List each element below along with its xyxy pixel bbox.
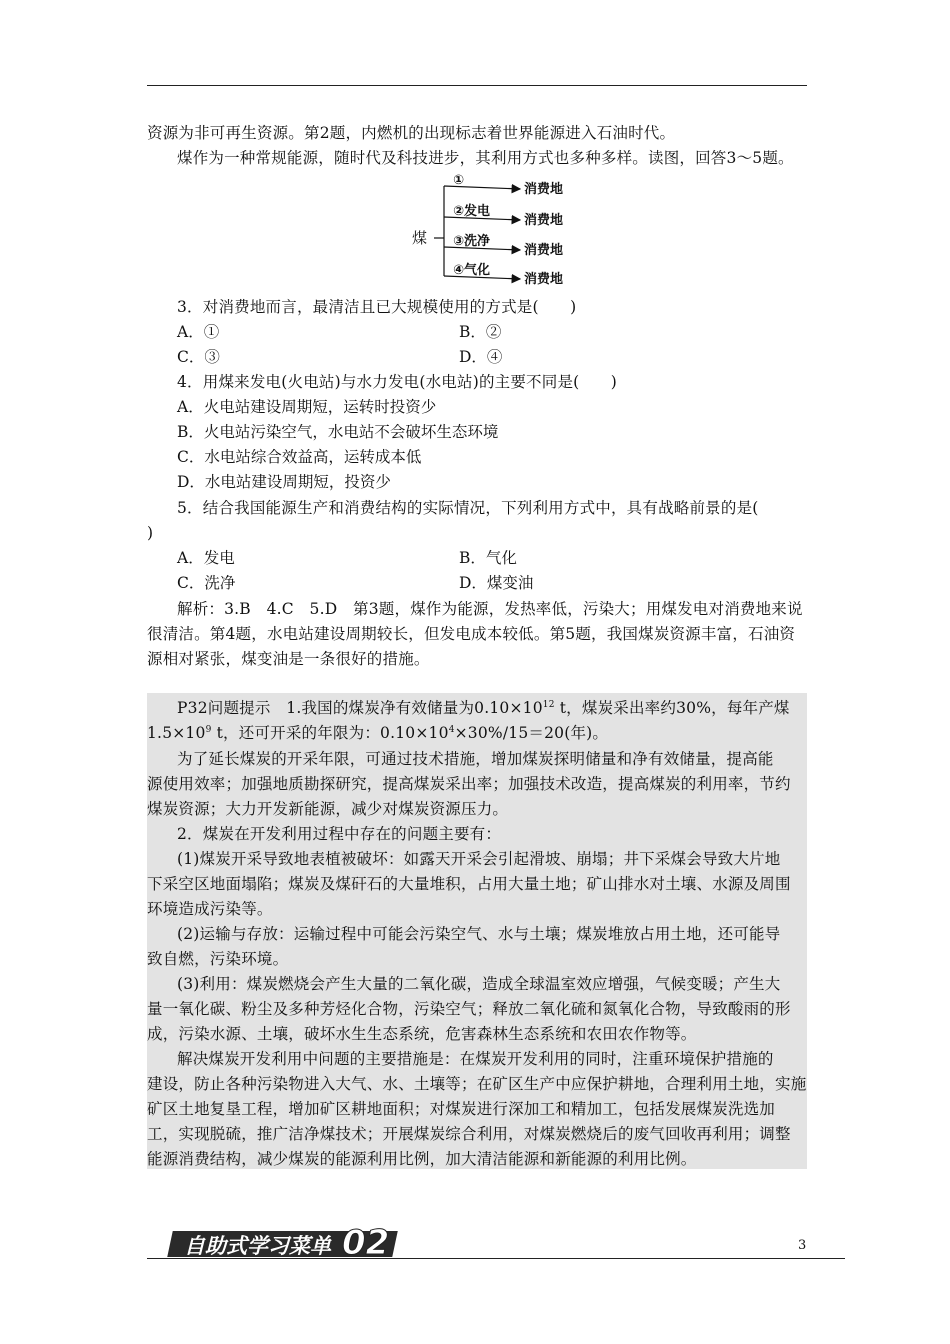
- question-5-option-d: D．煤变油: [459, 574, 534, 592]
- question-4-option-c: C．水电站综合效益高，运转成本低: [177, 448, 422, 466]
- header-rule: [147, 85, 807, 86]
- hint-paragraph-line: 工，实现脱硫，推广洁净煤技术；开展煤炭综合利用，对煤炭燃烧后的废气回收再利用；调整: [147, 1125, 791, 1143]
- question-4-option-d: D．水电站建设周期短，投资少: [177, 473, 391, 491]
- hint-text: t，还可开采的年限为：0.10×10: [211, 724, 449, 742]
- diagram-target-1: 消费地: [524, 182, 564, 197]
- footer-rule: [147, 1258, 845, 1259]
- question-3-option-b: B．②: [459, 323, 502, 341]
- question-3-option-c: C．③: [177, 348, 220, 366]
- hint-text: P32问题提示 1.我国的煤炭净有效储量为0.10×10: [177, 699, 543, 717]
- analysis-line: 解析：3.B 4.C 5.D 第3题，煤作为能源，发热率低，污染大；用煤发电对消费地来说: [177, 600, 803, 618]
- hint-line-1: [177, 697, 790, 719]
- analysis-line: 源相对紧张，煤变油是一条很好的措施。: [147, 650, 430, 668]
- question-3-stem: 3．对消费地而言，最清洁且已大规模使用的方式是( ): [177, 298, 577, 316]
- question-4-option-a: A．火电站建设周期短，运转时投资少: [177, 398, 437, 416]
- hint-paragraph-line: 2．煤炭在开发利用过程中存在的问题主要有：: [177, 825, 502, 843]
- banner-title: 自助式学习菜单: [184, 1234, 331, 1258]
- question-3-option-d: D．④: [459, 348, 503, 366]
- hint-paragraph-line: 为了延长煤炭的开采年限，可通过技术措施，增加煤炭探明储量和净有效储量，提高能: [177, 750, 774, 768]
- hint-exponent: 12: [542, 699, 555, 710]
- banner-number: 02: [342, 1223, 390, 1263]
- diagram-target-2: 消费地: [524, 213, 564, 228]
- hint-paragraph-line: 解决煤炭开发利用中问题的主要措施是：在煤炭开发利用的同时，注重环境保护措施的: [177, 1050, 774, 1068]
- question-5-stem-end: ): [147, 524, 154, 542]
- page-number: 3: [798, 1238, 807, 1253]
- hint-paragraph-line: 成，污染水源、土壤，破坏水生生态系统，危害森林生态系统和农田农作物等。: [147, 1025, 697, 1043]
- coal-usage-diagram: [410, 172, 580, 294]
- hint-paragraph-line: 环境造成污染等。: [147, 900, 273, 918]
- question-4-option-b: B．火电站污染空气，水电站不会破坏生态环境: [177, 423, 499, 441]
- question-3-option-a: A．①: [177, 323, 220, 341]
- hint-paragraph-line: 建设，防止各种污染物进入大气、水、土壤等；在矿区生产中应保护耕地，合理利用土地，实施: [147, 1075, 807, 1093]
- hint-line-2: [147, 722, 608, 744]
- hint-exponent: 9: [205, 724, 212, 735]
- diagram-source-coal: 煤: [412, 229, 428, 247]
- lead-in: 煤作为一种常规能源，随时代及科技进步，其利用方式也多种多样。读图，回答3～5题。: [177, 149, 794, 167]
- question-5-option-a: A．发电: [177, 549, 235, 567]
- diagram-target-3: 消费地: [524, 243, 564, 258]
- hint-paragraph-line: (3)利用：煤炭燃烧会产生大量的二氧化碳，造成全球温室效应增强，气候变暖；产生大: [177, 975, 781, 993]
- hint-text: 1.5×10: [147, 724, 206, 742]
- diagram-branch-1: ①: [453, 173, 465, 188]
- hint-paragraph-line: 下采空区地面塌陷；煤炭及煤矸石的大量堆积，占用大量土地；矿山排水对土壤、水源及周围: [147, 875, 791, 893]
- hint-paragraph-line: (1)煤炭开采导致地表植被破坏：如露天开采会引起滑坡、崩塌；井下采煤会导致大片地: [177, 850, 781, 868]
- hint-paragraph-line: 能源消费结构，减少煤炭的能源利用比例，加大清洁能源和新能源的利用比例。: [147, 1150, 697, 1168]
- question-5-option-c: C．洗净: [177, 574, 236, 592]
- hint-text: t，煤炭采出率约30%，每年产煤: [554, 699, 790, 717]
- hint-paragraph-line: 煤炭资源；大力开发新能源，减少对煤炭资源压力。: [147, 800, 509, 818]
- question-5-stem: 5．结合我国能源生产和消费结构的实际情况，下列利用方式中，具有战略前景的是(: [177, 499, 759, 517]
- hint-paragraph-line: 矿区土地复垦工程，增加矿区耕地面积；对煤炭进行深加工和精加工，包括发展煤炭洗选加: [147, 1100, 776, 1118]
- analysis-line: 很清洁。第4题，水电站建设周期较长，但发电成本较低。第5题，我国煤炭资源丰富，石油资: [147, 625, 796, 643]
- hint-paragraph-line: 致自燃，污染环境。: [147, 950, 289, 968]
- diagram-branch-2: ②发电: [453, 204, 491, 219]
- intro-line: 资源为非可再生资源。第2题，内燃机的出现标志着世界能源进入石油时代。: [147, 124, 676, 142]
- question-4-stem: 4．用煤来发电(火电站)与水力发电(水电站)的主要不同是( ): [177, 373, 618, 391]
- hint-paragraph-line: 量一氧化碳、粉尘及多种芳烃化合物，污染空气；释放二氧化硫和氮氧化合物，导致酸雨的形: [147, 1000, 791, 1018]
- hint-exponent: 4: [448, 724, 455, 735]
- hint-paragraph-line: (2)运输与存放：运输过程中可能会污染空气、水与土壤；煤炭堆放占用土地，还可能导: [177, 925, 781, 943]
- diagram-branch-4: ④气化: [453, 263, 491, 278]
- diagram-target-4: 消费地: [524, 272, 564, 287]
- hint-text: ×30%/15＝20(年)。: [454, 724, 609, 742]
- question-5-option-b: B．气化: [459, 549, 517, 567]
- diagram-branch-3: ③洗净: [453, 234, 491, 249]
- hint-paragraph-line: 源使用效率；加强地质勘探研究，提高煤炭采出率；加强技术改造，提高煤炭的利用率，节约: [147, 775, 791, 793]
